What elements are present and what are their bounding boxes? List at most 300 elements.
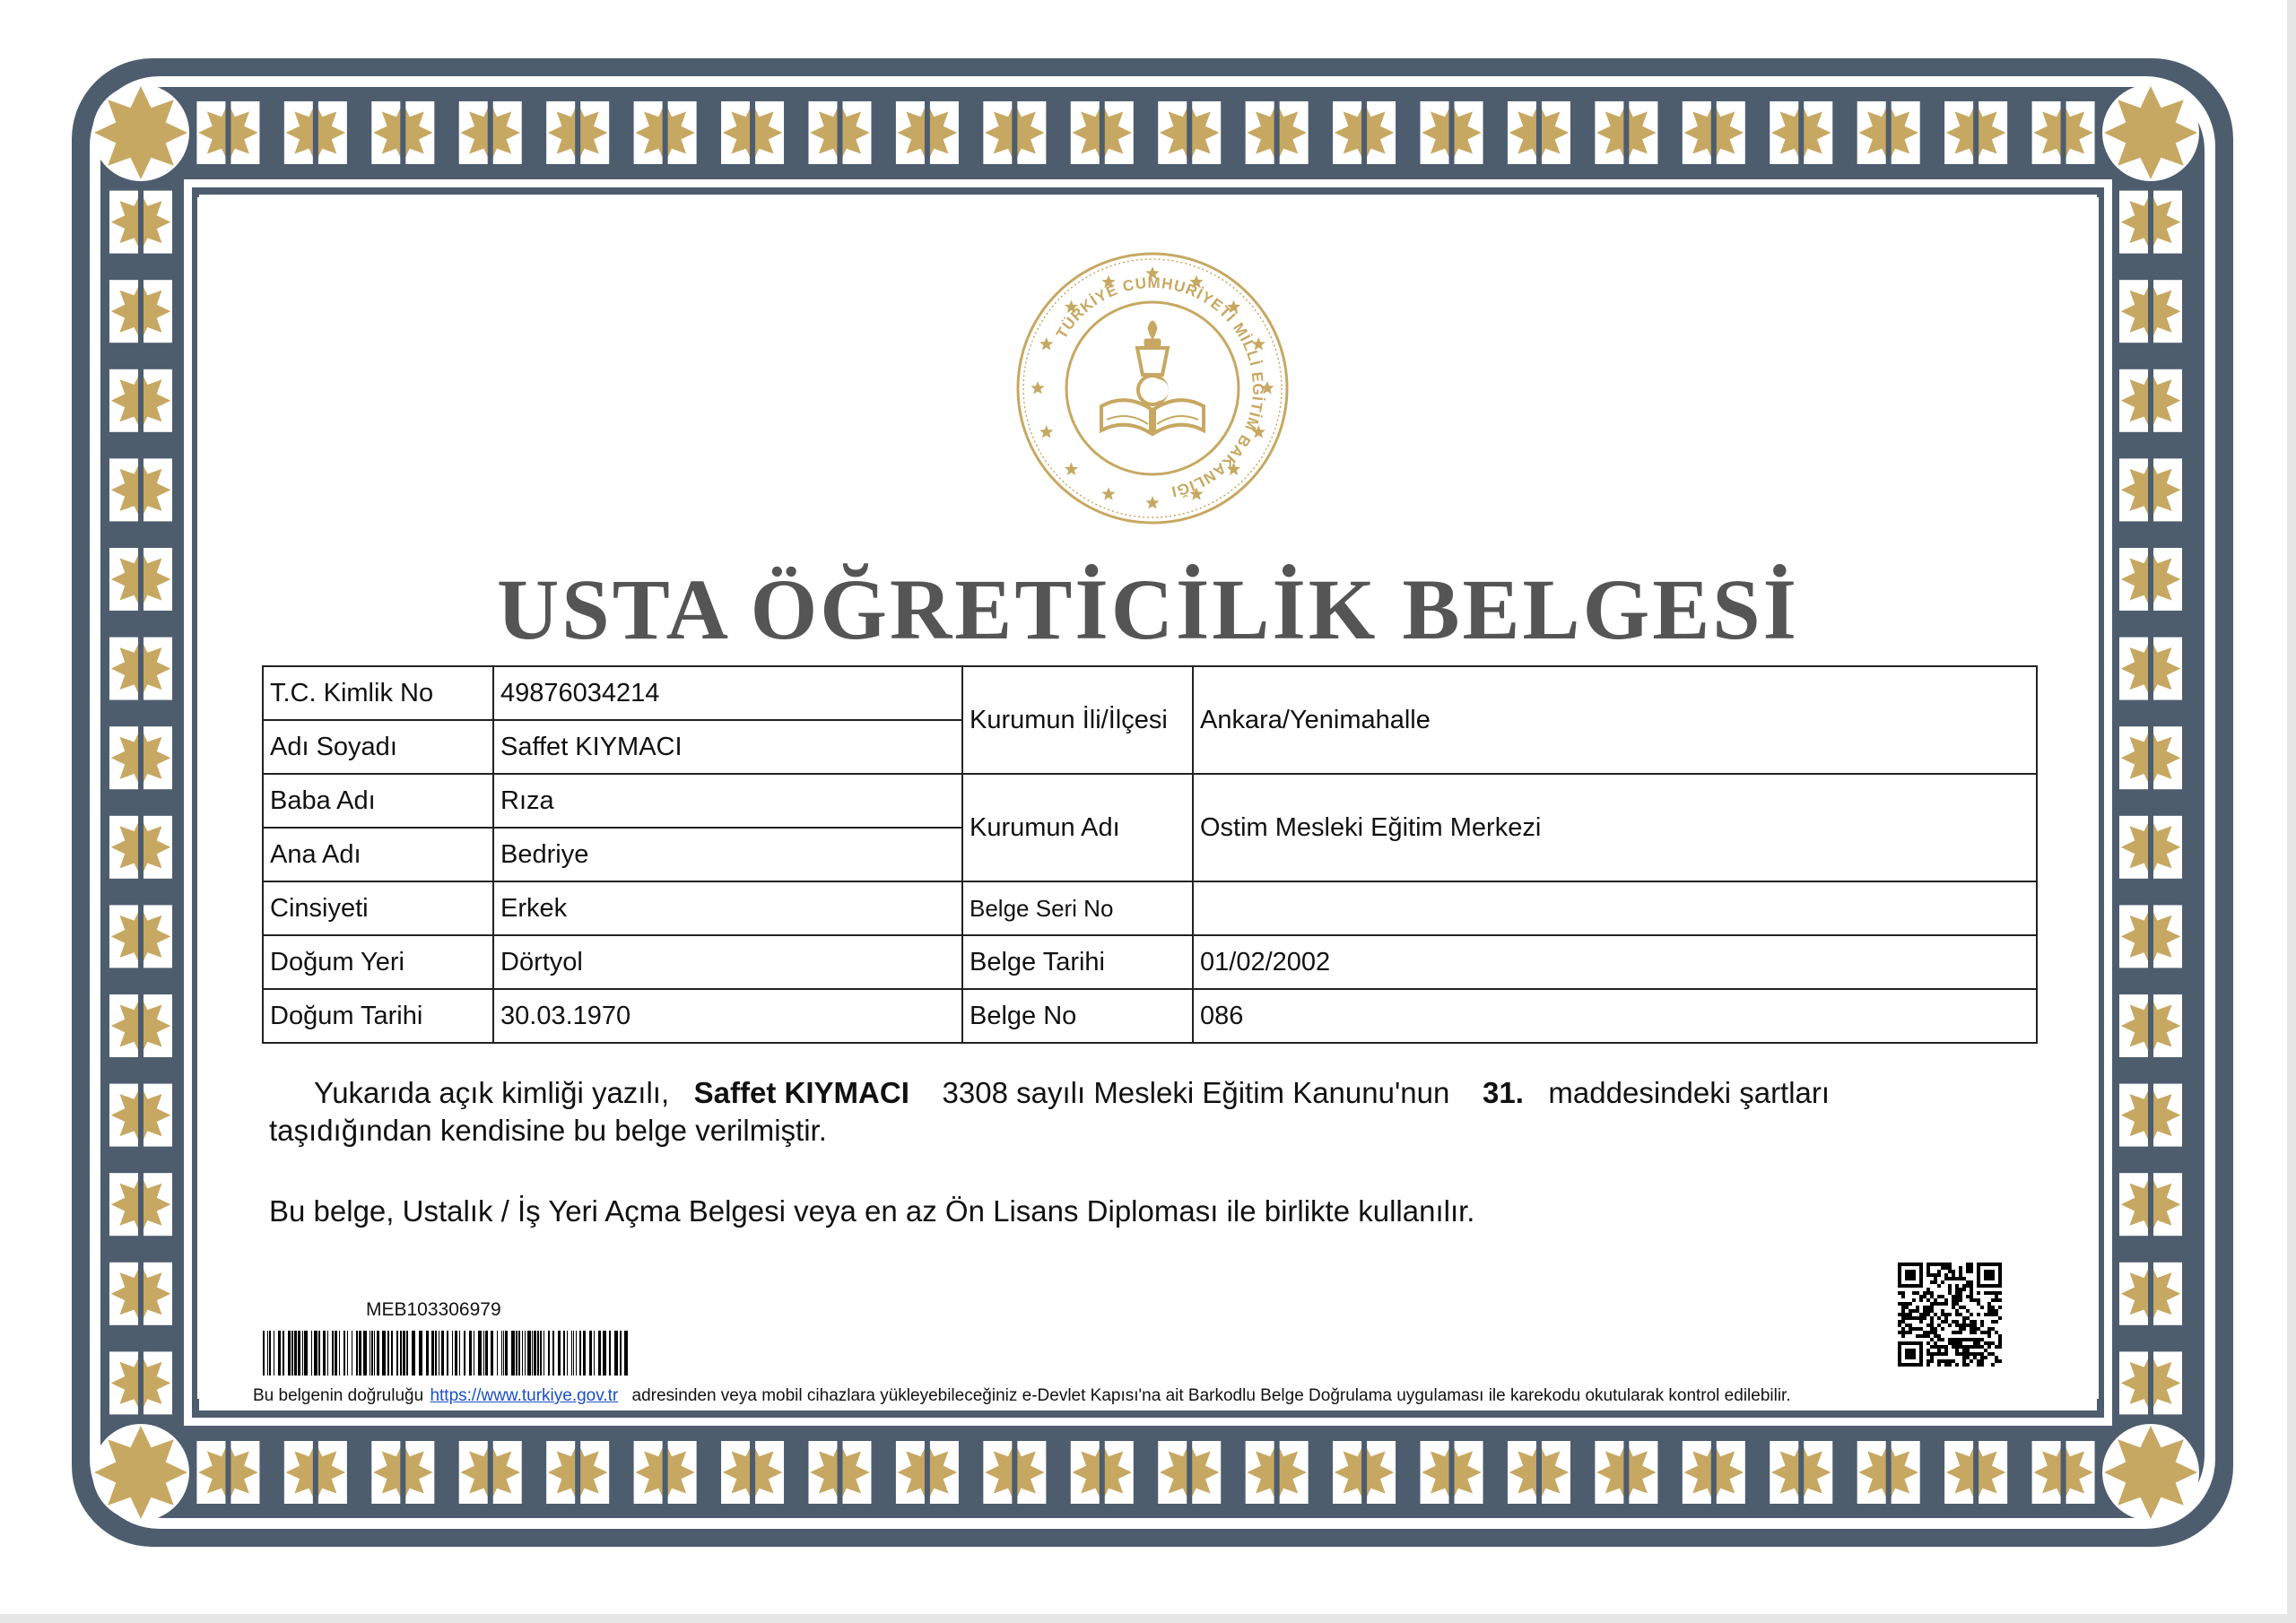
qr-module <box>1898 1345 1901 1349</box>
qr-module <box>1962 1316 1966 1320</box>
qr-module <box>1970 1338 1973 1341</box>
qr-module <box>1998 1298 2002 1302</box>
qr-module <box>1955 1284 1959 1288</box>
qr-module <box>1952 1277 1955 1280</box>
barcode-bar <box>516 1331 517 1376</box>
barcode-bar <box>304 1331 308 1376</box>
qr-module <box>1948 1263 1952 1266</box>
qr-module <box>1944 1273 1948 1277</box>
qr-module <box>1959 1327 1962 1331</box>
qr-module <box>1898 1356 1901 1359</box>
qr-module <box>1948 1277 1952 1280</box>
qr-module <box>1909 1263 1912 1266</box>
qr-module <box>1937 1359 1941 1363</box>
barcode-bar <box>563 1331 565 1376</box>
qr-module <box>1987 1352 1991 1356</box>
barcode-bar <box>501 1331 502 1376</box>
barcode-bar <box>302 1331 303 1376</box>
qr-module <box>1934 1280 1937 1284</box>
qr-module <box>1930 1295 1934 1298</box>
barcode-bar <box>291 1331 293 1376</box>
barcode-bar <box>387 1331 389 1376</box>
qr-module <box>1998 1359 2002 1363</box>
qr-module <box>1970 1291 1973 1295</box>
qr-module <box>1984 1349 1987 1352</box>
qr-module <box>1916 1263 1919 1266</box>
barcode-bar <box>347 1331 348 1376</box>
qr-module <box>1980 1352 1984 1356</box>
qr-module <box>1930 1273 1934 1277</box>
barcode-bar <box>419 1331 422 1376</box>
qr-module <box>1901 1309 1905 1313</box>
qr-module <box>1952 1331 1955 1334</box>
qr-module <box>1995 1331 1998 1334</box>
qr-module <box>1966 1284 1970 1288</box>
qr-module <box>1905 1324 1909 1327</box>
qr-module <box>1926 1288 1930 1291</box>
qr-module <box>1926 1349 1930 1352</box>
qr-module <box>1944 1313 1948 1316</box>
qr-module <box>1973 1345 1977 1349</box>
qr-module <box>1919 1363 1923 1367</box>
qr-module <box>1912 1363 1916 1367</box>
corner-star <box>94 1426 187 1519</box>
seal-star <box>1039 425 1053 438</box>
qr-module <box>1898 1291 1901 1295</box>
qr-module <box>1930 1291 1934 1295</box>
qr-module <box>1991 1306 1995 1309</box>
qr-module <box>1941 1359 1944 1363</box>
qr-module <box>1952 1302 1955 1306</box>
qr-module <box>1987 1334 1991 1338</box>
qr-module <box>1955 1324 1959 1327</box>
qr-module <box>1905 1302 1909 1306</box>
qr-module <box>1966 1295 1970 1298</box>
qr-module <box>1962 1327 1966 1331</box>
qr-module <box>1959 1298 1962 1302</box>
qr-module <box>1930 1352 1934 1356</box>
barcode-bar <box>537 1331 539 1376</box>
qr-module <box>1901 1284 1905 1288</box>
qr-module <box>1909 1309 1912 1313</box>
barcode-number: MEB103306979 <box>366 1299 501 1320</box>
barcode-bar <box>558 1331 561 1376</box>
qr-module <box>1930 1345 1934 1349</box>
qr-module <box>1898 1263 1901 1266</box>
qr-module <box>1977 1273 1980 1277</box>
qr-module <box>1919 1273 1923 1277</box>
corner-star <box>2104 86 2197 179</box>
article-number: 31. <box>1483 1076 1524 1109</box>
qr-module <box>1926 1363 1930 1367</box>
qr-module <box>1919 1313 1923 1316</box>
qr-module <box>1995 1295 1998 1298</box>
qr-module <box>1987 1327 1991 1331</box>
qr-module <box>1977 1327 1980 1331</box>
qr-module <box>1898 1266 1901 1270</box>
barcode-icon <box>263 1331 631 1376</box>
qr-module <box>1905 1306 1909 1309</box>
qr-module <box>1941 1345 1944 1349</box>
qr-module <box>1912 1327 1916 1331</box>
qr-module <box>1919 1295 1923 1298</box>
seal-star <box>1101 487 1115 499</box>
barcode-bar <box>527 1331 531 1376</box>
qr-module <box>1905 1352 1909 1356</box>
qr-module <box>1995 1356 1998 1359</box>
table-row <box>263 774 2037 828</box>
qr-module <box>1962 1284 1966 1288</box>
qr-module <box>1901 1291 1905 1295</box>
qr-module <box>1937 1316 1941 1320</box>
statement-part2: 3308 sayılı Mesleki Eğitim Kanunu'nun <box>942 1076 1450 1109</box>
qr-module <box>1995 1291 1998 1295</box>
qr-module <box>1937 1273 1941 1277</box>
gender-label: Cinsiyeti <box>263 881 493 935</box>
qr-module <box>1952 1298 1955 1302</box>
qr-module <box>1966 1309 1970 1313</box>
table-row <box>263 881 2037 935</box>
qr-module <box>1977 1280 1980 1284</box>
father-value: Rıza <box>493 774 962 828</box>
barcode-bar <box>327 1331 328 1376</box>
qr-module <box>1926 1341 1930 1345</box>
qr-code-icon[interactable] <box>1898 1263 2002 1367</box>
qr-module <box>1959 1352 1962 1356</box>
qr-module <box>1987 1306 1991 1309</box>
qr-module <box>1980 1359 1984 1363</box>
qr-module <box>1898 1270 1901 1273</box>
qr-module <box>1966 1349 1970 1352</box>
qr-module <box>1909 1341 1912 1345</box>
barcode-bar <box>447 1331 448 1376</box>
qr-module <box>1898 1349 1901 1352</box>
qr-module <box>1955 1313 1959 1316</box>
qr-module <box>1912 1341 1916 1345</box>
qr-module <box>1934 1298 1937 1302</box>
qr-module <box>1970 1345 1973 1349</box>
qr-module <box>1984 1277 1987 1280</box>
serial-value <box>1193 881 2037 935</box>
qr-module <box>1977 1352 1980 1356</box>
qr-module <box>1919 1334 1923 1338</box>
qr-module <box>1955 1341 1959 1345</box>
qr-module <box>1919 1277 1923 1280</box>
province-label: Kurumun İli/İlçesi <box>962 666 1193 774</box>
qr-module <box>1959 1295 1962 1298</box>
qr-module <box>1959 1288 1962 1291</box>
qr-module <box>1930 1338 1934 1341</box>
qr-module <box>1959 1270 1962 1273</box>
mother-label: Ana Adı <box>263 828 493 881</box>
qr-module <box>1973 1341 1977 1345</box>
qr-module <box>1926 1324 1930 1327</box>
qr-module <box>1916 1316 1919 1320</box>
qr-module <box>1995 1263 1998 1266</box>
corner-star <box>2104 1426 2197 1519</box>
qr-module <box>1909 1277 1912 1280</box>
qr-module <box>1919 1327 1923 1331</box>
gender-value: Erkek <box>493 881 962 935</box>
doc-date-value: 01/02/2002 <box>1193 935 2037 989</box>
qr-module <box>1905 1316 1909 1320</box>
doc-no-value: 086 <box>1193 989 2037 1043</box>
barcode-bar <box>511 1331 515 1376</box>
qr-module <box>1937 1302 1941 1306</box>
qr-module <box>1980 1263 1984 1266</box>
qr-module <box>1948 1284 1952 1288</box>
doc-date-label: Belge Tarihi <box>962 935 1193 989</box>
statement-part3: maddesindeki şartları <box>1548 1076 1831 1109</box>
qr-module <box>1959 1266 1962 1270</box>
qr-module <box>1941 1320 1944 1324</box>
barcode-bar <box>363 1331 367 1376</box>
qr-module <box>1970 1359 1973 1363</box>
qr-module <box>1970 1270 1973 1273</box>
qr-module <box>1980 1324 1984 1327</box>
qr-module <box>1930 1309 1934 1313</box>
qr-module <box>1941 1263 1944 1266</box>
qr-module <box>1923 1331 1926 1334</box>
qr-module <box>1962 1363 1966 1367</box>
qr-module <box>1995 1320 1998 1324</box>
province-value: Ankara/Yenimahalle <box>1193 666 2037 774</box>
qr-module <box>1923 1306 1926 1309</box>
qr-module <box>1912 1284 1916 1288</box>
qr-module <box>1970 1295 1973 1298</box>
qr-module <box>1905 1363 1909 1367</box>
qr-module <box>1898 1341 1901 1345</box>
qr-module <box>1987 1313 1991 1316</box>
qr-module <box>1991 1291 1995 1295</box>
qr-module <box>1901 1263 1905 1266</box>
qr-module <box>1952 1295 1955 1298</box>
qr-module <box>1987 1291 1991 1295</box>
qr-module <box>1948 1266 1952 1270</box>
qr-module <box>1980 1306 1984 1309</box>
qr-module <box>1919 1356 1923 1359</box>
qr-module <box>1991 1352 1995 1356</box>
turkiye-gov-link[interactable]: https://www.turkiye.gov.tr <box>430 1386 619 1405</box>
barcode-bar <box>459 1331 460 1376</box>
qr-module <box>1962 1359 1966 1363</box>
qr-module <box>1959 1338 1962 1341</box>
barcode-bar <box>318 1331 320 1376</box>
barcode-bar <box>522 1331 523 1376</box>
qr-module <box>1919 1352 1923 1356</box>
qr-module <box>1970 1280 1973 1284</box>
qr-module <box>1952 1345 1955 1349</box>
barcode-bar <box>294 1331 297 1376</box>
qr-module <box>1980 1320 1984 1324</box>
barcode-bar <box>391 1331 393 1376</box>
barcode-bar <box>579 1331 581 1376</box>
qr-module <box>1901 1331 1905 1334</box>
qr-module <box>1930 1356 1934 1359</box>
qr-module <box>1909 1352 1912 1356</box>
qr-module <box>1966 1266 1970 1270</box>
ministry-seal-icon <box>1013 249 1292 527</box>
barcode-bar <box>374 1331 375 1376</box>
barcode-bar <box>534 1331 536 1376</box>
qr-module <box>1909 1331 1912 1334</box>
qr-module <box>1909 1284 1912 1288</box>
qr-module <box>1977 1313 1980 1316</box>
qr-module <box>1944 1352 1948 1356</box>
qr-module <box>1937 1363 1941 1367</box>
qr-module <box>1959 1324 1962 1327</box>
qr-module <box>1959 1273 1962 1277</box>
barcode-bar <box>464 1331 465 1376</box>
qr-module <box>1970 1313 1973 1316</box>
qr-module <box>1909 1270 1912 1273</box>
qr-module <box>1980 1331 1984 1334</box>
qr-module <box>1926 1266 1930 1270</box>
qr-module <box>1966 1263 1970 1266</box>
qr-module <box>1912 1291 1916 1295</box>
qr-module <box>1998 1263 2002 1266</box>
qr-module <box>1955 1295 1959 1298</box>
qr-module <box>1916 1327 1919 1331</box>
qr-module <box>1998 1334 2002 1338</box>
qr-module <box>1991 1363 1995 1367</box>
qr-module <box>1962 1356 1966 1359</box>
qr-module <box>1998 1306 2002 1309</box>
qr-module <box>1970 1331 1973 1334</box>
qr-module <box>1930 1263 1934 1266</box>
qr-module <box>1987 1277 1991 1280</box>
qr-module <box>1955 1288 1959 1291</box>
barcode-bar <box>548 1331 550 1376</box>
qr-module <box>1909 1327 1912 1331</box>
barcode-bar <box>403 1331 405 1376</box>
mother-value: Bedriye <box>493 828 962 881</box>
qr-module <box>1919 1270 1923 1273</box>
birthplace-label: Doğum Yeri <box>263 935 493 989</box>
qr-module <box>1912 1316 1916 1320</box>
barcode-bar <box>455 1331 457 1376</box>
qr-module <box>1944 1363 1948 1367</box>
qr-module <box>1919 1298 1923 1302</box>
qr-module <box>1948 1291 1952 1295</box>
barcode-bar <box>573 1331 574 1376</box>
qr-module <box>1973 1338 1977 1341</box>
barcode-bar <box>335 1331 337 1376</box>
seal-star <box>1039 337 1053 351</box>
qr-module <box>1919 1320 1923 1324</box>
qr-module <box>1909 1316 1912 1320</box>
qr-module <box>1980 1284 1984 1288</box>
barcode-bar <box>298 1331 300 1376</box>
qr-module <box>1930 1359 1934 1363</box>
qr-module <box>1984 1291 1987 1295</box>
qr-module <box>1944 1302 1948 1306</box>
qr-module <box>1959 1341 1962 1345</box>
barcode-bar <box>525 1331 526 1376</box>
qr-module <box>1998 1277 2002 1280</box>
qr-module <box>1987 1341 1991 1345</box>
barcode-bar <box>485 1331 488 1376</box>
qr-module <box>1909 1313 1912 1316</box>
qr-module <box>1962 1349 1966 1352</box>
qr-module <box>1909 1273 1912 1277</box>
qr-module <box>1912 1349 1916 1352</box>
qr-module <box>1901 1320 1905 1324</box>
qr-module <box>1923 1334 1926 1338</box>
barcode-bar <box>382 1331 386 1376</box>
qr-module <box>1977 1363 1980 1367</box>
qr-module <box>1977 1266 1980 1270</box>
qr-module <box>1955 1349 1959 1352</box>
qr-module <box>1995 1313 1998 1316</box>
qr-module <box>1919 1263 1923 1266</box>
barcode-bar <box>552 1331 554 1376</box>
qr-module <box>1984 1331 1987 1334</box>
qr-module <box>1934 1341 1937 1345</box>
father-label: Baba Adı <box>263 774 493 828</box>
barcode-bar <box>491 1331 493 1376</box>
qr-module <box>1898 1359 1901 1363</box>
qr-module <box>1916 1306 1919 1309</box>
barcode-bar <box>269 1331 271 1376</box>
qr-module <box>1905 1263 1909 1266</box>
seal-star <box>1031 381 1044 395</box>
barcode-bar <box>532 1331 533 1376</box>
barcode-bar <box>567 1331 568 1376</box>
qr-module <box>1901 1302 1905 1306</box>
qr-module <box>1952 1273 1955 1277</box>
qr-module <box>1926 1334 1930 1338</box>
qr-module <box>1923 1309 1926 1313</box>
barcode-bar <box>323 1331 326 1376</box>
qr-module <box>1977 1284 1980 1288</box>
qr-module <box>1926 1298 1930 1302</box>
qr-module <box>1991 1309 1995 1313</box>
tc-value: 49876034214 <box>493 666 962 720</box>
qr-module <box>1898 1302 1901 1306</box>
qr-module <box>1980 1338 1984 1341</box>
qr-module <box>1937 1338 1941 1341</box>
qr-module <box>1984 1284 1987 1288</box>
qr-module <box>1937 1324 1941 1327</box>
qr-module <box>1909 1363 1912 1367</box>
qr-module <box>1919 1359 1923 1363</box>
qr-module <box>1962 1277 1966 1280</box>
qr-module <box>1977 1277 1980 1280</box>
qr-module <box>1984 1356 1987 1359</box>
qr-module <box>1934 1352 1937 1356</box>
qr-module <box>1926 1273 1930 1277</box>
qr-module <box>1962 1324 1966 1327</box>
qr-module <box>1998 1341 2002 1345</box>
seal-star <box>1065 463 1078 476</box>
qr-module <box>1926 1291 1930 1295</box>
qr-module <box>1926 1309 1930 1313</box>
qr-module <box>1948 1313 1952 1316</box>
barcode-bar <box>371 1331 373 1376</box>
qr-module <box>1930 1316 1934 1320</box>
qr-module <box>1955 1338 1959 1341</box>
qr-module <box>1987 1302 1991 1306</box>
qr-module <box>1973 1324 1977 1327</box>
qr-module <box>1937 1263 1941 1266</box>
qr-module <box>1962 1320 1966 1324</box>
qr-module <box>1998 1345 2002 1349</box>
barcode-bar <box>583 1331 586 1376</box>
qr-module <box>1930 1327 1934 1331</box>
qr-module <box>1923 1295 1926 1298</box>
qr-module <box>1901 1327 1905 1331</box>
